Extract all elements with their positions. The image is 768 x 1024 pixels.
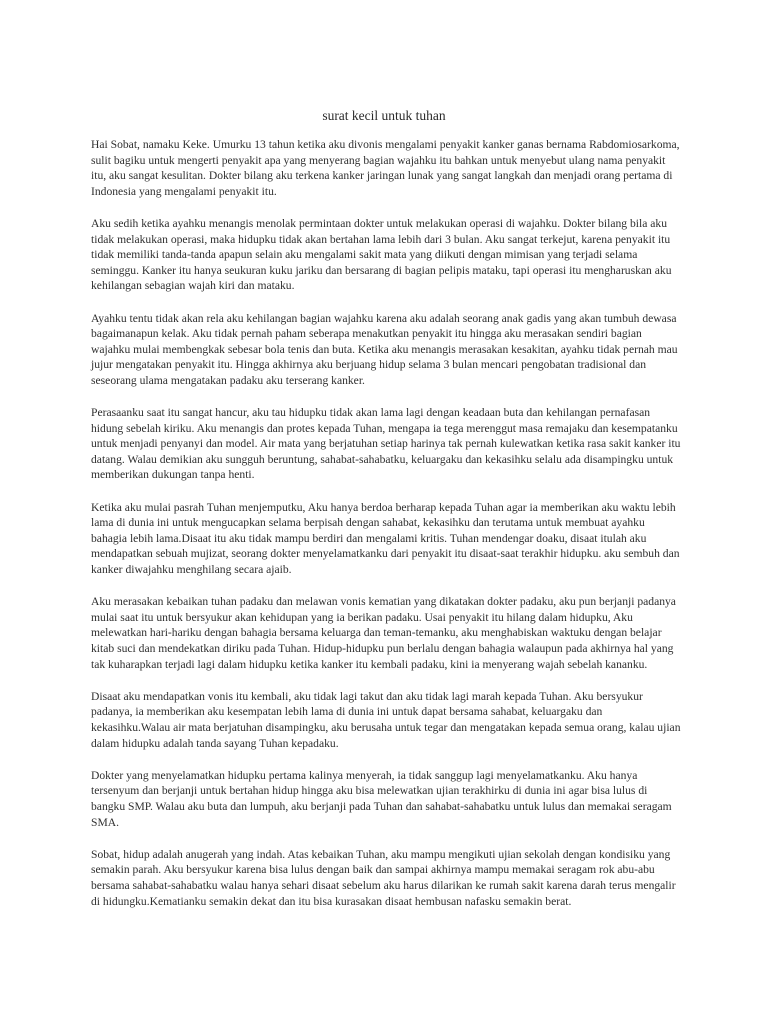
document-title: surat kecil untuk tuhan	[322, 108, 446, 123]
paragraph-3: Ayahku tentu tidak akan rela aku kehilangan bagian wajahku karena aku adalah seorang anak gadis yang akan tumbuh dewasa bagaimanapun kelak. Aku tidak pernah paham seberapa menakutkan penyakit itu hingga aku merasakan sendiri bagian wajahku mulai membengkak sebesar bola tenis dan buta. Ketika aku menangis merasakan kesakitan, ayahku tidak pernah mau jujur mengatakan penyakit itu. Hingga akhirnya aku berjuang hidup selama 3 bulan mencari pengobatan tradisional dan seseorang ulama mengatakan padaku aku terserang kanker.	[91, 311, 678, 387]
paragraph-6: Aku merasakan kebaikan tuhan padaku dan melawan vonis kematian yang dikatakan dokter padaku, aku pun berjanji padanya mulai saat itu untuk bersyukur akan kehidupan yang ia berikan padaku. Usai penyakit itu hilang dalam hidupku, Aku melewatkan hari-hariku dengan bahagia bersama keluarga dan teman-temanku, aku menghabiskan waktuku dengan belajar kitab suci dan mendekatkan diriku pada Tuhan. Hidup-hidupku pun berlalu dengan bahagia walaupun pada akhirnya hal yang tak kuharapkan terjadi lagi dalam hidupku ketika kanker itu kembali padaku, kini ia menyerang wajah sebelah kananku.	[91, 595, 676, 671]
paragraph-8: Dokter yang menyelamatkan hidupku pertama kalinya menyerah, ia tidak sanggup lagi menyelamatkanku. Aku hanya tersenyum dan berjanji untuk bertahan hidup hingga aku bisa melewatkan ujian terakhirku di dunia ini agar bisa lulus di bangku SMP. Walau aku buta dan lumpuh, aku berjanji pada Tuhan dan sahabat-sahabatku untuk lulus dan memakai seragam SMA.	[91, 768, 672, 829]
paragraph-5: Ketika aku mulai pasrah Tuhan menjemputku, Aku hanya berdoa berharap kepada Tuhan agar ia memberikan aku waktu lebih lama di dunia ini untuk mengucapkan selama berpisah dengan sahabat, kekasihku dan terutama untuk membuat ayahku bahagia lebih lama.Disaat itu aku tidak mampu berdiri dan mengalami kritis. Tuhan mendengar doaku, disaat itulah aku mendapatkan sebuah mujizat, seorang dokter menyelamatkanku dari penyakit itu disaat-saat terakhir hidupku. aku sembuh dan kanker diwajahku menghilang secara ajaib.	[91, 500, 680, 577]
paragraph-7: Disaat aku mendapatkan vonis itu kembali, aku tidak lagi takut dan aku tidak lagi marah kepada Tuhan. Aku bersyukur padanya, ia memberikan aku kesempatan lebih lama di dunia ini untuk dapat bersama sahabat, keluargaku dan kekasihku.Walau air mata berjatuhan disampingku, aku berusaha untuk tegar dan mengatakan kepada semua orang, kalau ujian dalam hidupku adalah tanda sayang Tuhan kepadaku.	[91, 689, 681, 750]
paragraph-4: Perasaanku saat itu sangat hancur, aku tau hidupku tidak akan lama lagi dengan keadaan buta dan kehilangan pernafasan hidung sebelah kiriku. Aku menangis dan protes kepada Tuhan, mengapa ia tega merenggut masa remajaku dan kesempatanku untuk menjadi penyanyi dan model. Air mata yang berjatuhan setiap harinya tak pernah kulewatkan ketika rasa sakit kanker itu datang. Walau demikian aku sungguh beruntung, sahabat-sahabatku, keluargaku dan kekasihku selalu ada disampingku untuk memberikan dukungan tanpa henti.	[91, 406, 681, 482]
document-body	[91, 137, 683, 926]
paragraph-9: Sobat, hidup adalah anugerah yang indah. Atas kebaikan Tuhan, aku mampu mengikuti ujian sekolah dengan kondisiku yang semakin parah. Aku bersyukur karena bisa lulus dengan baik dan sampai akhirnya mampu memakai seragam rok abu-abu bersama sahabat-sahabatku walau hanya sehari disaat sebelum aku harus dilarikan ke rumah sakit karena darah terus mengalir di hidungku.Kematianku semakin dekat dan itu bisa kurasakan disaat hembusan nafasku semakin berat.	[91, 847, 676, 908]
paragraph-1: Hai Sobat, namaku Keke. Umurku 13 tahun ketika aku divonis mengalami penyakit kanker ganas bernama Rabdomiosarkoma, sulit bagiku untuk mengerti penyakit apa yang menyerang bagian wajahku itu bahkan untuk menyebut ulang nama penyakit itu, aku sangat kesulitan. Dokter bilang aku terkena kanker jaringan lunak yang sangat langkah dan menjadi orang pertama di Indonesia yang mengalami penyakit itu.	[91, 138, 680, 198]
paragraph-2: Aku sedih ketika ayahku menangis menolak permintaan dokter untuk melakukan operasi di wajahku. Dokter bilang bila aku tidak melakukan operasi, maka hidupku tidak akan bertahan lama lebih dari 3 bulan. Aku sangat terkejut, karena penyakit itu tidak memiliki tanda-tanda apapun selain aku mengalami sakit mata yang diikuti dengan mimisan yang terjadi selama seminggu. Kanker itu hanya seukuran kuku jariku dan bersarang di bagian pelipis mataku, tapi operasi itu mengharuskan aku kehilangan sebagian wajah kiri dan mataku.	[91, 216, 672, 293]
